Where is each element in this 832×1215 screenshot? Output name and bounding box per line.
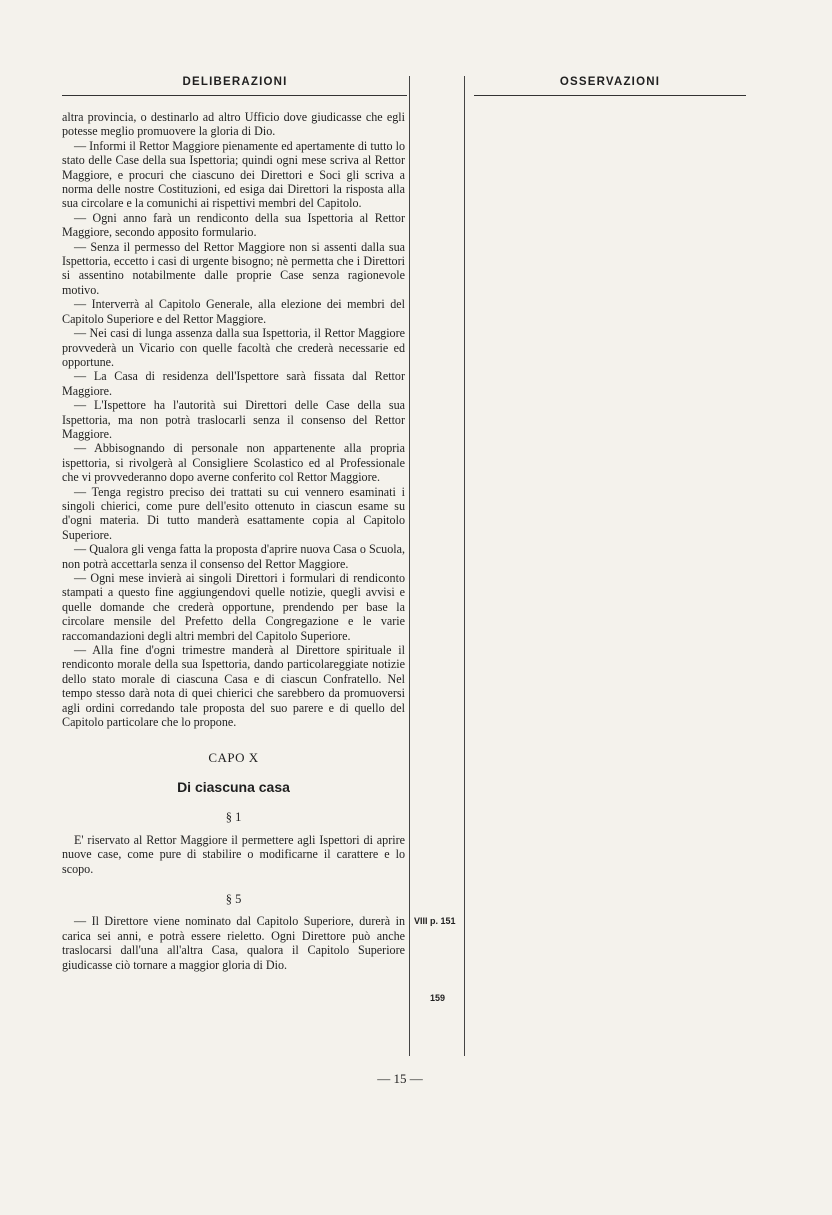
main-text	[62, 110, 405, 972]
paragraph: — Interverrà al Capitolo Generale, alla elezione dei membri del Capitolo Superiore e del Rettor Maggiore.	[62, 297, 405, 326]
margin-reference-1: VIII p. 151	[414, 916, 456, 926]
margin-reference-2: 159	[430, 993, 446, 1003]
paragraph: — Tenga registro preciso dei trattati su cui vennero esaminati i singoli chierici, come pure dell'esito ottenuto in ciascun esame su d'ogni materia. Di tutto manderà esattamente copia al Capitolo Superiore.	[62, 484, 405, 542]
paragraph: — Ogni anno farà un rendiconto della sua Ispettoria al Rettor Maggiore, secondo apposito formulario.	[62, 210, 405, 240]
column-divider-left	[409, 76, 410, 1056]
section-1-text: E' riservato al Rettor Maggiore il permettere agli Ispettori di aprire nuove case, come pure di stabilire o modificarne il carattere e lo scopo.	[62, 832, 405, 876]
column-divider-right	[464, 76, 465, 1056]
paragraph: — Alla fine d'ogni trimestre manderà al Direttore spirituale il rendiconto morale della sua Ispettoria, dando particolareggiate notizie dello stato morale di ciascuna Casa e di ciascun Confratello. Nel tempo stesso darà nota di quei chierici che sarebbero da promuoversi agli ordini corredando tale proposta del suo parere e di quello del Capitolo particolare che lo propone.	[62, 643, 405, 730]
section-5-text: — Il Direttore viene nominato dal Capitolo Superiore, durerà in carica sei anni, e potrà essere rieletto. Ogni Direttore può anche traslocarsi dall'una all'altra Casa, qualora il Capitolo Superiore giudicasse ciò tornare a maggior gloria di Dio.	[62, 914, 405, 972]
column-header-deliberazioni: DELIBERAZIONI	[182, 76, 288, 88]
chapter-heading: CAPO X	[208, 750, 259, 766]
paragraph: — L'Ispettore ha l'autorità sui Direttori delle Case della sua Ispettoria, ma non potrà traslocarli senza il consenso del Rettor Maggiore.	[62, 398, 405, 441]
paragraph: — Abbisognando di personale non appartenente alla propria ispettoria, si rivolgerà al Consigliere Scolastico ed al Professionale che vi provvederanno dopo averne conferito col Rettor Maggiore.	[62, 441, 405, 485]
column-header-osservazioni: OSSERVAZIONI	[559, 76, 661, 88]
paragraph: — Senza il permesso del Rettor Maggiore non si assenti dalla sua Ispettoria, eccetto i casi di urgente bisogno; nè permetta che i Direttori si assentino notabilmente dalle proprie Case senza ragionevole motivo.	[62, 239, 405, 297]
page-number: — 15 —	[377, 1071, 423, 1086]
paragraph: — La Casa di residenza dell'Ispettore sarà fissata dal Rettor Maggiore.	[62, 369, 405, 398]
paragraph: — Ogni mese invierà ai singoli Direttori i formulari di rendiconto stampati a questo fine aggiungendovi quelle notizie, quegli avvisi e quelle domande che crederà opportune, prendendo per base la circolare mensile del Prefetto della Congregazione e le varie raccomandazioni degli altri membri del Capitolo Superiore.	[62, 571, 405, 643]
paragraph: — Qualora gli venga fatta la proposta d'aprire nuova Casa o Scuola, non potrà accettarla senza il consenso del Rettor Maggiore.	[62, 542, 405, 571]
section-mark-5: § 5	[225, 891, 242, 906]
section-mark-1: § 1	[225, 810, 242, 825]
paragraph: — Nei casi di lunga assenza dalla sua Ispettoria, il Rettor Maggiore provvederà un Vicario con quelle facoltà che crederà necessarie ed opportune.	[62, 326, 405, 369]
header-rule-left	[62, 95, 407, 96]
paragraph: altra provincia, o destinarlo ad altro Ufficio dove giudicasse che egli potesse meglio promuovere la gloria di Dio.	[62, 110, 405, 139]
chapter-title: Di ciascuna casa	[177, 778, 290, 795]
paragraph: — Informi il Rettor Maggiore pienamente ed apertamente di tutto lo stato delle Case della sua Ispettoria; quindi ogni mese scriva al Rettor Maggiore, e procuri che ciascuno dei Direttori e Soci gli scriva a norma delle nostre Costituzioni, ed esiga dai Direttori la risposta alla sua circolare e la comunichi ai rispettivi membri del Capitolo.	[62, 138, 405, 211]
header-rule-right	[474, 95, 746, 96]
